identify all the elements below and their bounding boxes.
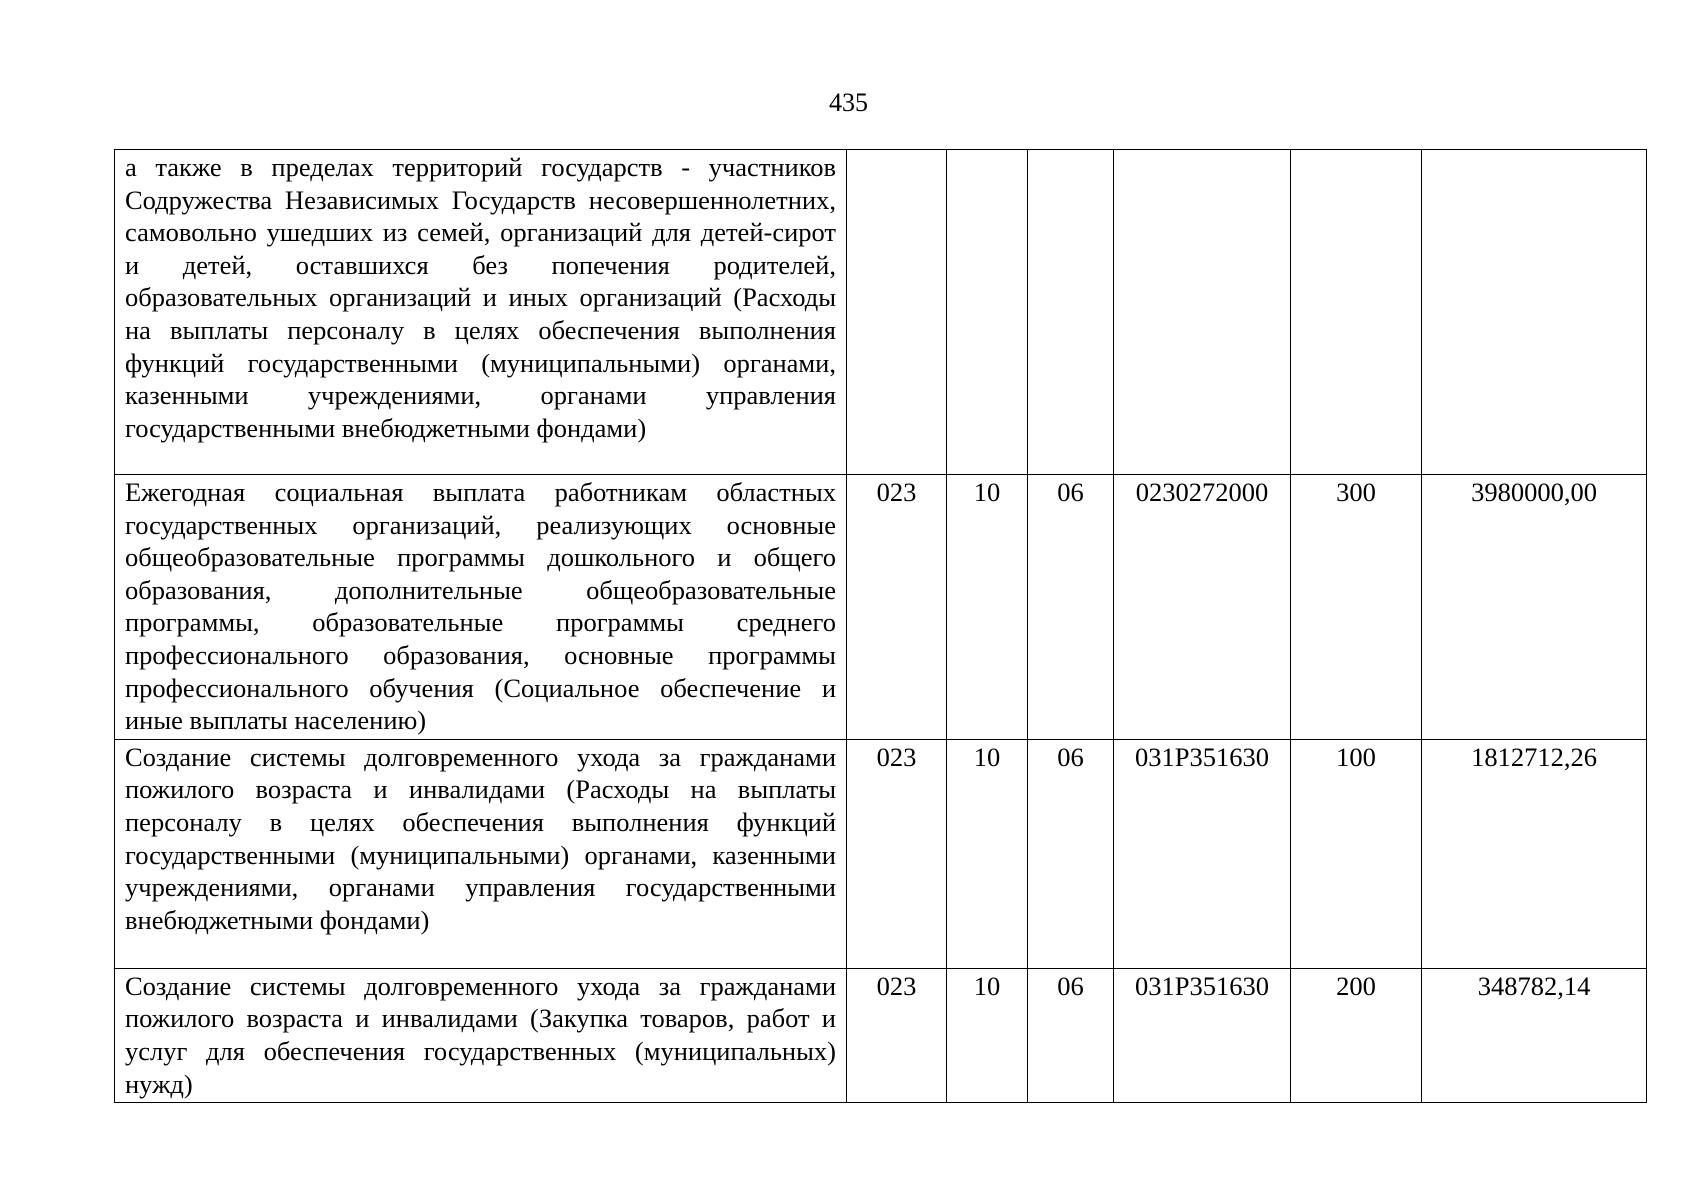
row-subsection-code: 06 bbox=[1028, 739, 1114, 968]
row-target-article-code: 031Р351630 bbox=[1114, 739, 1291, 968]
table-row bbox=[115, 968, 1647, 1102]
page-number: 435 bbox=[829, 88, 868, 117]
row-subsection-code bbox=[1028, 150, 1114, 475]
row-section-code: 10 bbox=[947, 739, 1028, 968]
row-section-code: 10 bbox=[947, 475, 1028, 740]
row-description: Создание системы долговременного ухода за гражданами пожилого возраста и инвалидами (Закупка товаров, работ и услуг для обеспечения государственных (муниципальных) нужд) bbox=[115, 968, 847, 1102]
row-ved-code: 023 bbox=[847, 968, 947, 1102]
row-expense-type-code: 100 bbox=[1291, 739, 1422, 968]
row-expense-type-code: 200 bbox=[1291, 968, 1422, 1102]
row-ved-code: 023 bbox=[847, 475, 947, 740]
row-description: Создание системы долговременного ухода за гражданами пожилого возраста и инвалидами (Расходы на выплаты персоналу в целях обеспечения выполнения функций государственными (муниципальными) органами, казенными учреждениями, органами управления государственными внебюджетными фондами) bbox=[115, 739, 847, 968]
row-amount bbox=[1422, 150, 1647, 475]
table-row bbox=[115, 739, 1647, 968]
budget-table bbox=[114, 149, 1647, 1103]
row-expense-type-code bbox=[1291, 150, 1422, 475]
row-amount: 348782,14 bbox=[1422, 968, 1647, 1102]
table-row bbox=[115, 150, 1647, 475]
row-target-article-code bbox=[1114, 150, 1291, 475]
row-target-article-code: 031Р351630 bbox=[1114, 968, 1291, 1102]
row-target-article-code: 0230272000 bbox=[1114, 475, 1291, 740]
row-subsection-code: 06 bbox=[1028, 968, 1114, 1102]
row-section-code bbox=[947, 150, 1028, 475]
row-ved-code bbox=[847, 150, 947, 475]
row-amount: 1812712,26 bbox=[1422, 739, 1647, 968]
row-subsection-code: 06 bbox=[1028, 475, 1114, 740]
row-description: Ежегодная социальная выплата работникам областных государственных организаций, реализующих основные общеобразовательные программы дошкольного и общего образования, дополнительные общеобразовательные программы, образовательные программы среднего профессионального образования, основные программы профессионального обучения (Социальное обеспечение и иные выплаты населению) bbox=[115, 475, 847, 740]
table-row bbox=[115, 475, 1647, 740]
row-description: а также в пределах территорий государств - участников Содружества Независимых Государств несовершеннолетних, самовольно ушедших из семей, организаций для детей-сирот и детей, оставшихся без попечения родителей, образовательных организаций и иных организаций (Расходы на выплаты персоналу в целях обеспечения выполнения функций государственными (муниципальными) органами, казенными учреждениями, органами управления государственными внебюджетными фондами) bbox=[115, 150, 847, 475]
row-section-code: 10 bbox=[947, 968, 1028, 1102]
row-expense-type-code: 300 bbox=[1291, 475, 1422, 740]
row-ved-code: 023 bbox=[847, 739, 947, 968]
row-amount: 3980000,00 bbox=[1422, 475, 1647, 740]
